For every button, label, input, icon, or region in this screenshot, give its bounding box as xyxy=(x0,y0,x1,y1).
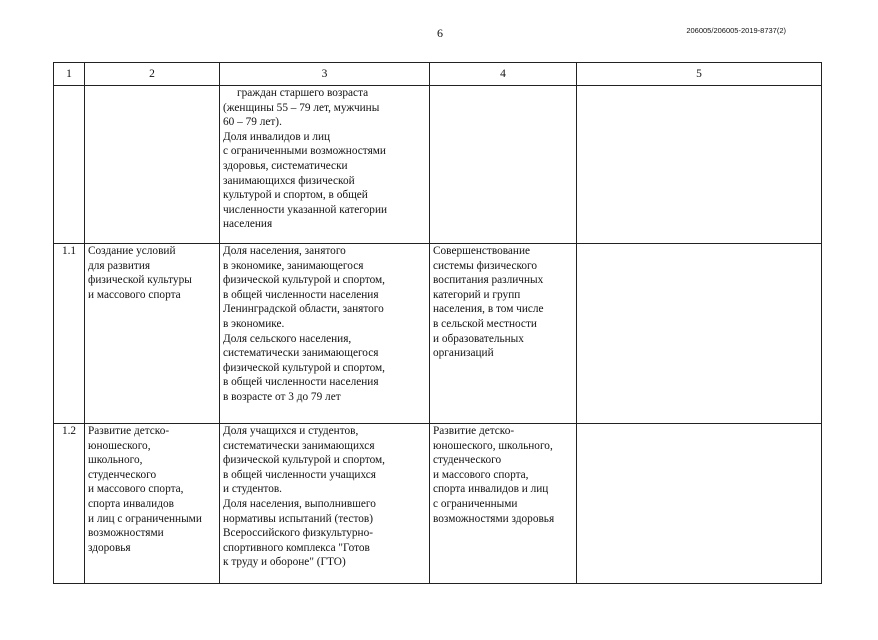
goal-cell xyxy=(85,86,220,244)
row-number-cell: 1.1 xyxy=(54,244,85,424)
cell-line: Доля инвалидов и лиц xyxy=(223,130,331,143)
cell-line: Развитие детско- xyxy=(88,425,170,437)
notes-cell xyxy=(577,424,822,584)
row-number-cell xyxy=(54,86,85,244)
task-cell xyxy=(430,244,577,424)
cell-line: населения xyxy=(223,218,273,231)
cell-line: здоровья xyxy=(88,541,131,554)
notes-cell xyxy=(577,86,822,244)
cell-line: Доля населения, выполнившего xyxy=(223,497,376,510)
cell-line: нормативы испытаний (тестов) xyxy=(223,512,373,525)
cell-line: студенческого xyxy=(433,454,502,467)
row-number-cell: 1.2 xyxy=(54,424,85,584)
cell-line: систематически занимающегося xyxy=(223,347,379,360)
indicator-cell xyxy=(220,86,430,244)
task-cell xyxy=(430,424,577,584)
cell-line: здоровья, систематически xyxy=(223,159,348,172)
cell-line: культурой и спортом, в общей xyxy=(223,189,368,202)
indicator-cell xyxy=(220,244,430,424)
cell-line: и лиц с ограниченными xyxy=(88,512,202,525)
cell-line: для развития xyxy=(88,259,151,272)
page-number: 6 xyxy=(437,26,443,40)
cell-line: возможностями здоровья xyxy=(433,512,555,525)
cell-line: Доля населения, занятого xyxy=(223,245,346,257)
task-cell xyxy=(430,86,577,244)
cell-line: занимающихся физической xyxy=(223,174,355,187)
cell-line: Ленинградской области, занятого xyxy=(223,303,384,316)
cell-line: физической культуры xyxy=(88,274,192,287)
cell-line: юношеского, школьного, xyxy=(433,439,553,452)
column-header: 4 xyxy=(430,63,577,86)
cell-line: организаций xyxy=(433,347,494,360)
cell-line: 60 – 79 лет). xyxy=(223,116,282,129)
cell-line: Создание условий xyxy=(88,245,176,257)
cell-line: спорта инвалидов xyxy=(88,497,174,510)
table-row xyxy=(54,86,822,244)
cell-line: спортивного комплекса "Готов xyxy=(223,541,370,554)
cell-line: в сельской местности xyxy=(433,317,537,330)
cell-line: в возрасте от 3 до 79 лет xyxy=(223,390,341,403)
cell-line: системы физического xyxy=(433,259,538,272)
cell-line: физической культурой и спортом, xyxy=(223,361,386,374)
cell-line: и массового спорта, xyxy=(88,483,184,496)
cell-line: систематически занимающихся xyxy=(223,439,375,452)
cell-line: в экономике. xyxy=(223,317,285,330)
cell-line: с ограниченными xyxy=(433,497,518,510)
column-header: 2 xyxy=(85,63,220,86)
column-header: 3 xyxy=(220,63,430,86)
cell-line: Развитие детско- xyxy=(433,425,515,437)
cell-line: Всероссийского физкультурно- xyxy=(223,527,374,540)
cell-line: в общей численности учащихся xyxy=(223,468,376,481)
cell-line: численности указанной категории xyxy=(223,203,388,216)
cell-line: и образовательных xyxy=(433,332,524,345)
cell-line: школьного, xyxy=(88,454,143,467)
goal-cell xyxy=(85,244,220,424)
cell-line: и массового спорта xyxy=(88,288,181,301)
cell-line: и массового спорта, xyxy=(433,468,529,481)
cell-line: юношеского, xyxy=(88,439,151,452)
cell-line: физической культурой и спортом, xyxy=(223,274,386,287)
cell-line: населения, в том числе xyxy=(433,303,544,316)
cell-line: возможностями xyxy=(88,527,164,540)
document-code: 206005/206005-2019-8737(2) xyxy=(686,26,786,35)
cell-line: спорта инвалидов и лиц xyxy=(433,483,549,496)
cell-line: физической культурой и спортом, xyxy=(223,454,386,467)
cell-line: в экономике, занимающегося xyxy=(223,259,364,272)
cell-line: с ограниченными возможностями xyxy=(223,145,386,158)
cell-line: граждан старшего возраста xyxy=(237,87,369,99)
cell-line: воспитания различных xyxy=(433,274,544,287)
cell-line: Доля учащихся и студентов, xyxy=(223,425,359,437)
cell-line: и студентов. xyxy=(223,483,283,496)
cell-line: (женщины 55 – 79 лет, мужчины xyxy=(223,101,380,114)
table-header-row xyxy=(54,63,822,86)
column-header: 5 xyxy=(577,63,822,86)
cell-line: Доля сельского населения, xyxy=(223,332,352,345)
column-header: 1 xyxy=(54,63,85,86)
cell-line: студенческого xyxy=(88,468,157,481)
cell-line: в общей численности населения xyxy=(223,288,379,301)
goal-cell xyxy=(85,424,220,584)
cell-line: Совершенствование xyxy=(433,245,531,257)
cell-line: в общей численности населения xyxy=(223,376,379,389)
cell-line: категорий и групп xyxy=(433,288,521,301)
indicator-cell xyxy=(220,424,430,584)
table-row xyxy=(54,244,822,424)
cell-line: к труду и обороне" (ГТО) xyxy=(223,556,346,569)
program-table xyxy=(53,62,822,584)
table-row xyxy=(54,424,822,584)
notes-cell xyxy=(577,244,822,424)
